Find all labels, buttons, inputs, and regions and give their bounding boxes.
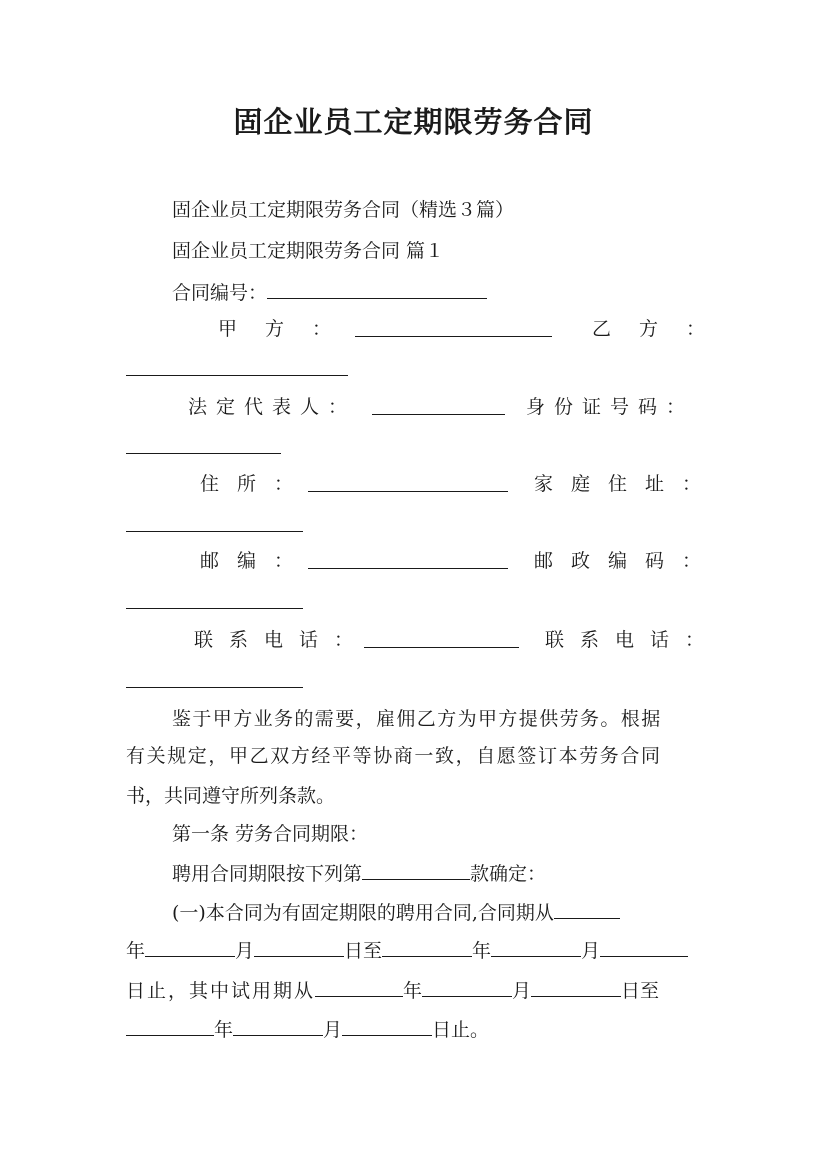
- party-b-blank: [126, 374, 348, 376]
- phone-blank-b: [126, 686, 303, 688]
- month-label: 月: [581, 940, 601, 962]
- clause1-prefix: (一)本合同为有固定期限的聘用合同,合同期从: [172, 902, 554, 924]
- postcode-blank: [308, 567, 508, 569]
- year-label: 年: [214, 1019, 234, 1041]
- phone-label-a: 联系电话：: [194, 629, 370, 651]
- para1-line3: 书，共同遵守所列条款。: [126, 785, 336, 807]
- month-blank: [254, 938, 344, 957]
- end-year-blank: [382, 938, 472, 957]
- postal-code-label: 邮政编码：: [534, 550, 720, 572]
- month-label: 月: [512, 980, 532, 1002]
- party-a-label: 甲方：: [218, 318, 360, 340]
- para1-line2: 有关规定，甲乙双方经平等协商一致，自愿签订本劳务合同: [126, 745, 662, 767]
- phone-label-b: 联系电话：: [545, 629, 721, 651]
- article1-heading: 第一条 劳务合同期限：: [172, 823, 369, 845]
- legal-rep-blank: [372, 413, 505, 415]
- trial-end-month-blank: [233, 1017, 323, 1036]
- date-row-3: [126, 1017, 489, 1042]
- contract-number-label: 合同编号：: [172, 282, 268, 304]
- document-subtitle: 固企业员工定期限劳务合同（精选３篇）: [172, 199, 515, 221]
- para1-line1: 鉴于甲方业务的需要，雇佣乙方为甲方提供劳务。根据: [172, 708, 662, 730]
- trial-month-blank: [422, 978, 512, 997]
- day-end-label: 日止。: [432, 1019, 490, 1041]
- clause1-start-blank: [554, 900, 620, 919]
- residence-label: 住所：: [200, 473, 312, 495]
- home-address-blank: [126, 530, 303, 532]
- year-blank: [145, 938, 235, 957]
- legal-rep-label: 法定代表人：: [188, 396, 357, 418]
- contract-number-row: [172, 280, 487, 305]
- term-suffix: 款确定：: [470, 863, 547, 885]
- trial-end-year-blank: [126, 1017, 214, 1036]
- term-row: [172, 861, 546, 886]
- date-row-1: [126, 938, 688, 963]
- end-month-blank: [491, 938, 581, 957]
- party-b-label: 乙方：: [592, 318, 734, 340]
- year-label: 年: [403, 980, 423, 1002]
- phone-blank-a: [364, 646, 519, 648]
- trial-day-blank: [531, 978, 621, 997]
- trial-end-day-blank: [342, 1017, 432, 1036]
- term-clause-blank: [362, 861, 470, 880]
- contract-number-blank: [267, 280, 487, 299]
- clause1-row: [172, 900, 620, 925]
- postal-code-blank: [126, 607, 303, 609]
- day-to-label: 日至: [344, 940, 383, 962]
- term-prefix: 聘用合同期限按下列第: [172, 863, 363, 885]
- date-row-2: [126, 978, 659, 1003]
- document-title: 固企业员工定期限劳务合同: [233, 105, 594, 139]
- month-label: 月: [235, 940, 255, 962]
- residence-blank: [308, 490, 508, 492]
- day-to-label: 日至: [621, 980, 660, 1002]
- end-day-blank: [600, 938, 688, 957]
- year-label: 年: [126, 940, 146, 962]
- postcode-label: 邮编：: [200, 550, 312, 572]
- id-number-blank: [126, 452, 281, 454]
- month-label: 月: [323, 1019, 343, 1041]
- year-label: 年: [472, 940, 492, 962]
- trial-year-blank: [315, 978, 403, 997]
- id-number-label: 身份证号码：: [526, 396, 695, 418]
- part-heading: 固企业员工定期限劳务合同 篇１: [172, 240, 445, 262]
- home-address-label: 家庭住址：: [534, 473, 720, 495]
- trial-prefix: 日止，其中试用期从: [126, 980, 316, 1002]
- party-a-blank: [355, 335, 552, 337]
